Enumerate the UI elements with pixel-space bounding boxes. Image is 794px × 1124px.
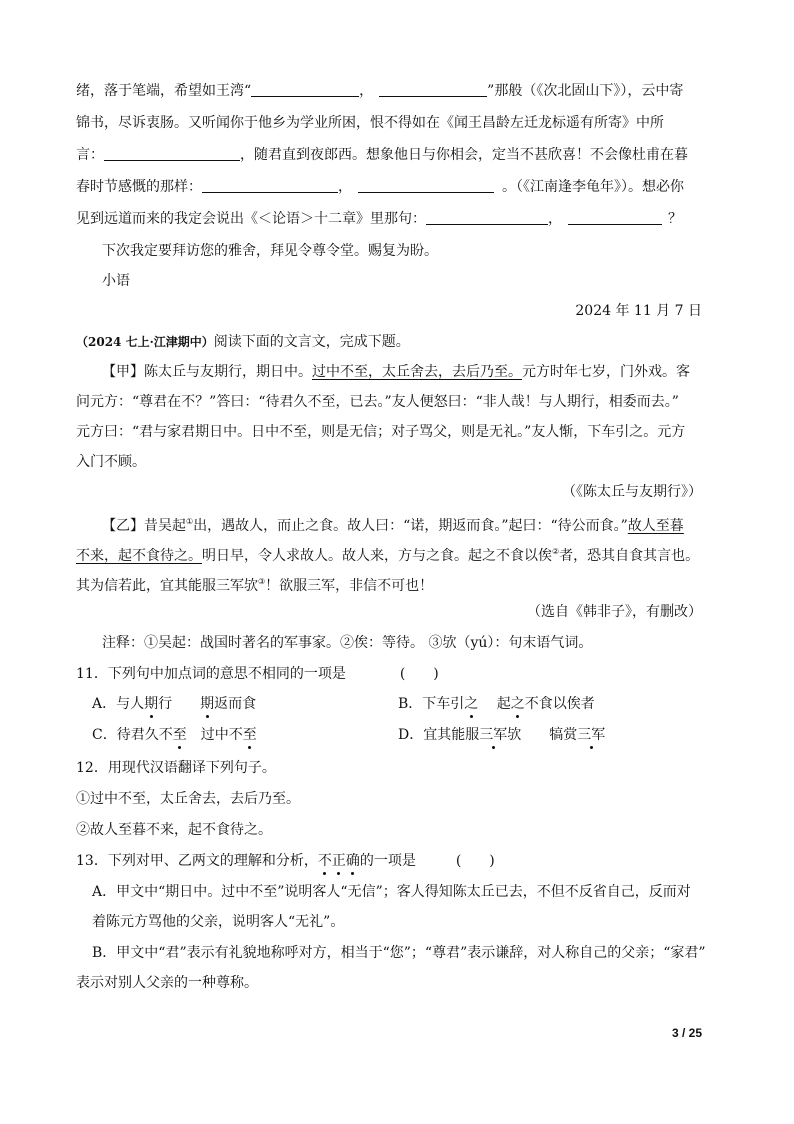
passage-intro — [76, 332, 410, 352]
fill-blank[interactable] — [358, 178, 494, 193]
text-tag: 【乙】 — [102, 518, 144, 534]
text: 过中不 — [186, 727, 243, 743]
question-12-item-2: ②故人至暮不来，起不食待之。 — [76, 822, 272, 838]
text: 元方时年七岁，门外戏。客 — [522, 364, 690, 380]
text: 欤 犒赏 — [507, 727, 578, 743]
text: 与人 — [116, 696, 145, 712]
fill-blank[interactable] — [426, 210, 548, 225]
text: 者，恐其自食其言也。 — [559, 548, 700, 564]
text: ， — [359, 83, 374, 99]
text-tag: 【甲】 — [102, 364, 144, 380]
question-11-stem — [76, 664, 439, 684]
passage-yi-line-1 — [102, 512, 684, 536]
source-tag: （2024 七上·江津期中） — [76, 335, 214, 349]
passage-jia-source: （《陈太丘与友期行》） — [562, 484, 702, 500]
fill-blank[interactable] — [379, 82, 487, 97]
text: ， — [338, 179, 352, 195]
underlined-sentence: 过中不至，太丘舍去，去后乃至。 — [312, 364, 522, 380]
footnote-mark: ② — [552, 547, 560, 556]
passage-yi-line-2 — [76, 542, 699, 566]
question-12-stem: 12．用现代汉语翻译下列句子。 — [76, 760, 276, 776]
text: ？ — [668, 211, 682, 227]
passage-notes: 注释：①吴起：战国时著名的军事家。②俟：等待。 ③欤（yú）：句末语气词。 — [102, 635, 593, 651]
text: 阅读下面的文言文，完成下题。 — [213, 334, 410, 350]
dotted-word: 之 — [510, 696, 525, 712]
letter-line-2: 锦书，尽诉衷肠。又听闻你于他乡为学业所困，恨不得如在《闻王昌龄左迁龙标遥有所寄》中所 — [76, 115, 664, 131]
text: 的一项是 — [359, 853, 416, 869]
letter-line-3 — [76, 145, 688, 165]
letter-line-6: 下次我定要拜访您的雅舍，拜见令尊令堂。赐复为盼。 — [102, 243, 438, 259]
text: 春时节感慨的那样： — [76, 179, 202, 195]
passage-jia-line-4: 入门不顾。 — [76, 454, 146, 470]
option-label: A． — [92, 696, 117, 712]
dotted-word: 至 — [172, 727, 187, 743]
option-11-A[interactable] — [92, 694, 256, 714]
option-label: B． — [398, 696, 423, 712]
fill-blank[interactable] — [104, 146, 240, 161]
text: 。（《江南逢李龟年》）。想必你 — [502, 179, 684, 195]
option-13-B-line-1[interactable]: B．甲文中“君”表示有礼貌地称呼对方，相当于“您”；“尊君”表示谦辞，对人称自己的父亲；“家君” — [92, 945, 706, 961]
dotted-char: 不 — [317, 853, 332, 869]
text: ！欲服三军，非信不可也！ — [265, 578, 434, 594]
option-13-A-line-2: 着陈元方骂他的父亲，说明客人“无礼”。 — [92, 914, 345, 930]
text: 见到远道而来的我定会说出《＜论语＞十二章》里那句： — [76, 211, 426, 227]
emphasis-words — [318, 853, 360, 869]
dotted-word: 之 — [464, 696, 479, 712]
option-11-D[interactable] — [398, 725, 605, 745]
footnote-mark: ① — [186, 517, 194, 526]
page-number: 3 / 25 — [671, 1026, 702, 1040]
text: ，随君直到夜郎西。想象他日与你相会，定当不甚欣喜！不会像杜甫在暮 — [240, 147, 688, 163]
option-11-B[interactable] — [398, 694, 595, 714]
text: ， — [548, 211, 562, 227]
letter-signature: 小语 — [102, 273, 130, 289]
dotted-word: 三军 — [479, 727, 508, 743]
passage-yi-source: （选自《韩非子》，有删改） — [527, 604, 702, 620]
text: 其为信若此，宜其能服三军欤 — [76, 578, 258, 594]
dotted-word: 三军 — [577, 727, 606, 743]
text: 返而食 — [214, 696, 257, 712]
question-12-item-1: ①过中不至，太丘舍去，去后乃至。 — [76, 791, 300, 807]
letter-line-1 — [76, 81, 683, 101]
text: 出，遇故人，而止之食。故人曰：“诺，期返而食。”起曰：“待公而食。” — [193, 518, 628, 534]
fill-blank[interactable] — [202, 178, 338, 193]
text: 昔吴起 — [144, 518, 186, 534]
passage-yi-line-3 — [76, 572, 433, 596]
option-13-B-line-2: 表示对别人父亲的一种尊称。 — [76, 975, 258, 991]
answer-paren[interactable]: ( ) — [455, 853, 495, 869]
option-13-A-line-1[interactable]: A．甲文中“期日中。过中不至”说明客人“无信”；客人得知陈太丘已去，不但不反省自己，反而对 — [92, 884, 691, 900]
text: 起 — [478, 696, 511, 712]
text: 陈太丘与友期行，期日中。 — [144, 364, 312, 380]
footnote-mark: ③ — [258, 577, 266, 586]
dotted-char: 正 — [331, 853, 346, 869]
dotted-word: 至 — [242, 727, 257, 743]
dotted-word: 期 — [144, 696, 159, 712]
letter-line-5 — [76, 209, 682, 229]
option-11-C[interactable] — [92, 725, 257, 745]
dotted-word: 期 — [200, 696, 215, 712]
passage-jia-line-3: 元方曰：“君与家君期日中。日中不至，则是无信；对子骂父，则是无礼。”友人惭，下车引之。元方 — [76, 424, 686, 440]
option-label: D． — [398, 727, 424, 743]
option-label: C． — [92, 727, 117, 743]
text: ”那般（《次北固山下》），云中寄 — [487, 83, 684, 99]
text: 13．下列对甲、乙两文的理解和分析， — [76, 853, 318, 869]
underlined-sentence: 不来，起不食待之。 — [76, 548, 202, 564]
text: 下车引 — [422, 696, 465, 712]
letter-date: 2024 年 11 月 7 日 — [575, 303, 702, 319]
question-13-stem — [76, 851, 495, 871]
text: 11．下列句中加点词的意思不相同的一项是 — [76, 666, 346, 682]
answer-paren[interactable]: ( ) — [399, 666, 439, 682]
underlined-sentence: 故人至暮 — [627, 518, 684, 534]
text: 不食以俟者 — [524, 696, 595, 712]
text: 言： — [76, 147, 104, 163]
text: 行 — [158, 696, 201, 712]
dotted-char: 确 — [345, 853, 360, 869]
fill-blank[interactable] — [568, 210, 662, 225]
passage-jia-line-1 — [102, 362, 690, 382]
text: 宜其能服 — [423, 727, 480, 743]
text: 明日早，令人求故人。故人来，方与之食。起之不食以俟 — [202, 548, 552, 564]
fill-blank[interactable] — [251, 82, 359, 97]
text: 绪，落于笔端，希望如王湾“ — [76, 83, 252, 99]
letter-line-4 — [76, 177, 684, 197]
text: 待君久不 — [116, 727, 173, 743]
passage-jia-line-2: 问元方：“尊君在不？”答曰：“待君久不至，已去。”友人便怒曰：“非人哉！与人期行，相委而去。” — [76, 394, 679, 410]
